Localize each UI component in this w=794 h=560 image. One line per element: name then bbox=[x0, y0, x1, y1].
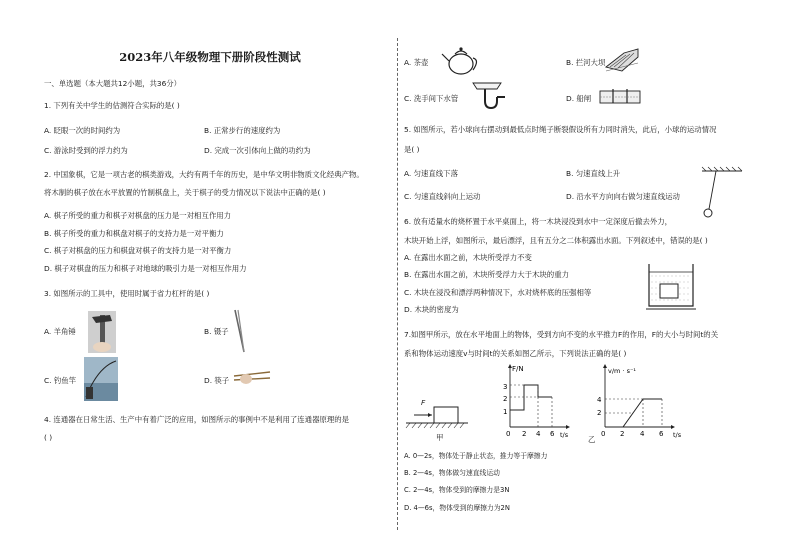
tweezers-photo bbox=[232, 308, 248, 358]
q7-stem-line1: 7.如图甲所示，放在水平地面上的物体，受到方向不变的水平推力F的作用，F的大小与时间t的关 bbox=[404, 330, 719, 339]
q5-option-d[interactable]: D. 沿水平方向向右做匀速直线运动 bbox=[566, 192, 680, 201]
ship-lock-icon bbox=[599, 87, 641, 109]
q4-stem-line2: ( ) bbox=[44, 433, 53, 442]
force-time-series bbox=[510, 385, 552, 427]
teapot-icon bbox=[441, 43, 481, 81]
q3-option-d[interactable]: D. 筷子 bbox=[204, 376, 230, 385]
q5-option-b[interactable]: B. 匀速直线上升 bbox=[566, 169, 621, 178]
force-label: F bbox=[421, 398, 426, 407]
q3-stem: 3. 如图所示的工具中，使用时属于省力杠杆的是( ) bbox=[44, 289, 210, 298]
velocity-time-ylabel: v/m · s⁻¹ bbox=[608, 367, 636, 375]
q7-stem-line2: 系和物体运动速度v与时间t的关系如图乙所示，下列说法正确的是( ) bbox=[404, 349, 627, 358]
velocity-time-ytick-2: 2 bbox=[597, 409, 602, 417]
chopsticks-photo bbox=[232, 366, 272, 394]
q7-option-a[interactable]: A. 0—2s，物体处于静止状态，推力等于摩擦力 bbox=[404, 452, 548, 460]
q3-option-a[interactable]: A. 羊角锤 bbox=[44, 327, 76, 336]
q5-option-a[interactable]: A. 匀速直线下落 bbox=[404, 169, 458, 178]
q1-stem: 1. 下列有关中学生的估测符合实际的是( ) bbox=[44, 101, 180, 110]
exam-title: 2023年八年级物理下册阶段性测试 bbox=[119, 50, 301, 64]
q6-option-c[interactable]: C. 木块在浸没和漂浮两种情况下，水对烧杯底的压强相等 bbox=[404, 288, 592, 297]
force-time-ytick-2: 2 bbox=[503, 395, 508, 403]
q4-option-a[interactable]: A. 茶壶 bbox=[404, 58, 429, 67]
velocity-time-xtick-6: 6 bbox=[659, 430, 664, 438]
q2-option-d[interactable]: D. 棋子对棋盘的压力和棋子对地球的吸引力是一对相互作用力 bbox=[44, 264, 247, 273]
force-time-xlabel: t/s bbox=[560, 431, 569, 439]
q1-option-d[interactable]: D. 完成一次引体向上做的功约为 bbox=[204, 146, 311, 155]
q3-option-b[interactable]: B. 镊子 bbox=[204, 327, 229, 336]
q1-option-a[interactable]: A. 眨眼一次的时间约为 bbox=[44, 126, 121, 135]
q4-option-d[interactable]: D. 船闸 bbox=[566, 94, 592, 103]
q6-option-b[interactable]: B. 在露出水面之前，木块所受浮力大于木块的重力 bbox=[404, 270, 569, 279]
q3-option-c[interactable]: C. 钓鱼竿 bbox=[44, 376, 77, 385]
force-time-ylabel: F/N bbox=[512, 365, 524, 373]
figure-yi-label: 乙 bbox=[588, 435, 596, 444]
velocity-time-xtick-4: 4 bbox=[640, 430, 645, 438]
q7-option-b[interactable]: B. 2—4s，物体做匀速直线运动 bbox=[404, 469, 500, 477]
q5-option-c[interactable]: C. 匀速直线斜向上运动 bbox=[404, 192, 481, 201]
velocity-time-xtick-0: 0 bbox=[601, 430, 606, 438]
q4-option-b[interactable]: B. 拦河大坝 bbox=[566, 58, 606, 67]
drain-pipe-icon bbox=[467, 81, 507, 115]
force-time-xtick-0: 0 bbox=[506, 430, 511, 438]
q7-option-c[interactable]: C. 2—4s，物体受到的摩擦力是3N bbox=[404, 486, 510, 494]
column-divider bbox=[397, 38, 398, 530]
q6-option-a[interactable]: A. 在露出水面之前，木块所受浮力不变 bbox=[404, 253, 532, 262]
q2-option-a[interactable]: A. 棋子所受的重力和棋子对棋盘的压力是一对相互作用力 bbox=[44, 211, 232, 220]
q2-option-c[interactable]: C. 棋子对棋盘的压力和棋盘对棋子的支持力是一对平衡力 bbox=[44, 246, 232, 255]
q4-stem-line1: 4. 连通器在日常生活、生产中有着广泛的应用，如图所示的事例中不是利用了连通器原理的是 bbox=[44, 415, 350, 424]
velocity-time-series bbox=[605, 399, 662, 427]
beaker-with-block-diagram bbox=[646, 262, 696, 316]
force-time-graph bbox=[490, 360, 572, 442]
q6-stem-line2: 木块开始上浮，如图所示，最后漂浮，且有五分之二体积露出水面。下列叙述中，错误的是( ) bbox=[404, 236, 708, 245]
velocity-time-xlabel: t/s bbox=[673, 431, 682, 439]
force-time-xtick-2: 2 bbox=[522, 430, 527, 438]
q1-option-c[interactable]: C. 游泳时受到的浮力约为 bbox=[44, 146, 128, 155]
section-heading: 一、单选题（本大题共12小题，共36分） bbox=[44, 79, 182, 88]
q7-option-d[interactable]: D. 4—6s，物体受到的摩擦力为2N bbox=[404, 504, 510, 512]
fishing-rod-photo bbox=[84, 357, 118, 405]
force-time-xtick-4: 4 bbox=[536, 430, 541, 438]
claw-hammer-photo bbox=[88, 311, 116, 357]
force-time-ytick-3: 3 bbox=[503, 383, 508, 391]
q5-stem-line2: 是( ) bbox=[404, 145, 420, 154]
pendulum-diagram bbox=[700, 166, 744, 224]
q2-stem-line2: 将木制的棋子放在水平放置的竹制棋盘上，关于棋子的受力情况以下说法中正确的是( ) bbox=[44, 188, 326, 197]
q6-stem-line1: 6. 放有适量水的烧杯置于水平桌面上，将一木块浸没到水中一定深度后撤去外力， bbox=[404, 217, 673, 226]
velocity-time-xtick-2: 2 bbox=[620, 430, 625, 438]
force-time-xtick-6: 6 bbox=[550, 430, 555, 438]
q5-stem-line1: 5. 如图所示，若小球向右摆动到最低点时绳子断裂假设所有力同时消失，此后，小球的运动情况 bbox=[404, 125, 717, 134]
q1-option-b[interactable]: B. 正常步行的速度约为 bbox=[204, 126, 281, 135]
q2-option-b[interactable]: B. 棋子所受的重力和棋盘对棋子的支持力是一对平衡力 bbox=[44, 229, 224, 238]
velocity-time-graph bbox=[585, 360, 685, 442]
figure-jia-label: 甲 bbox=[436, 433, 444, 442]
q4-option-c[interactable]: C. 洗手间下水管 bbox=[404, 94, 459, 103]
q6-option-d[interactable]: D. 木块的密度为 bbox=[404, 305, 459, 314]
velocity-time-ytick-4: 4 bbox=[597, 396, 602, 404]
dam-icon bbox=[604, 45, 640, 79]
force-time-ytick-1: 1 bbox=[503, 408, 508, 416]
q2-stem-line1: 2. 中国象棋，它是一项古老的棋类游戏，大约有两千年的历史，是中华文明非物质文化经典产物。 bbox=[44, 170, 364, 179]
